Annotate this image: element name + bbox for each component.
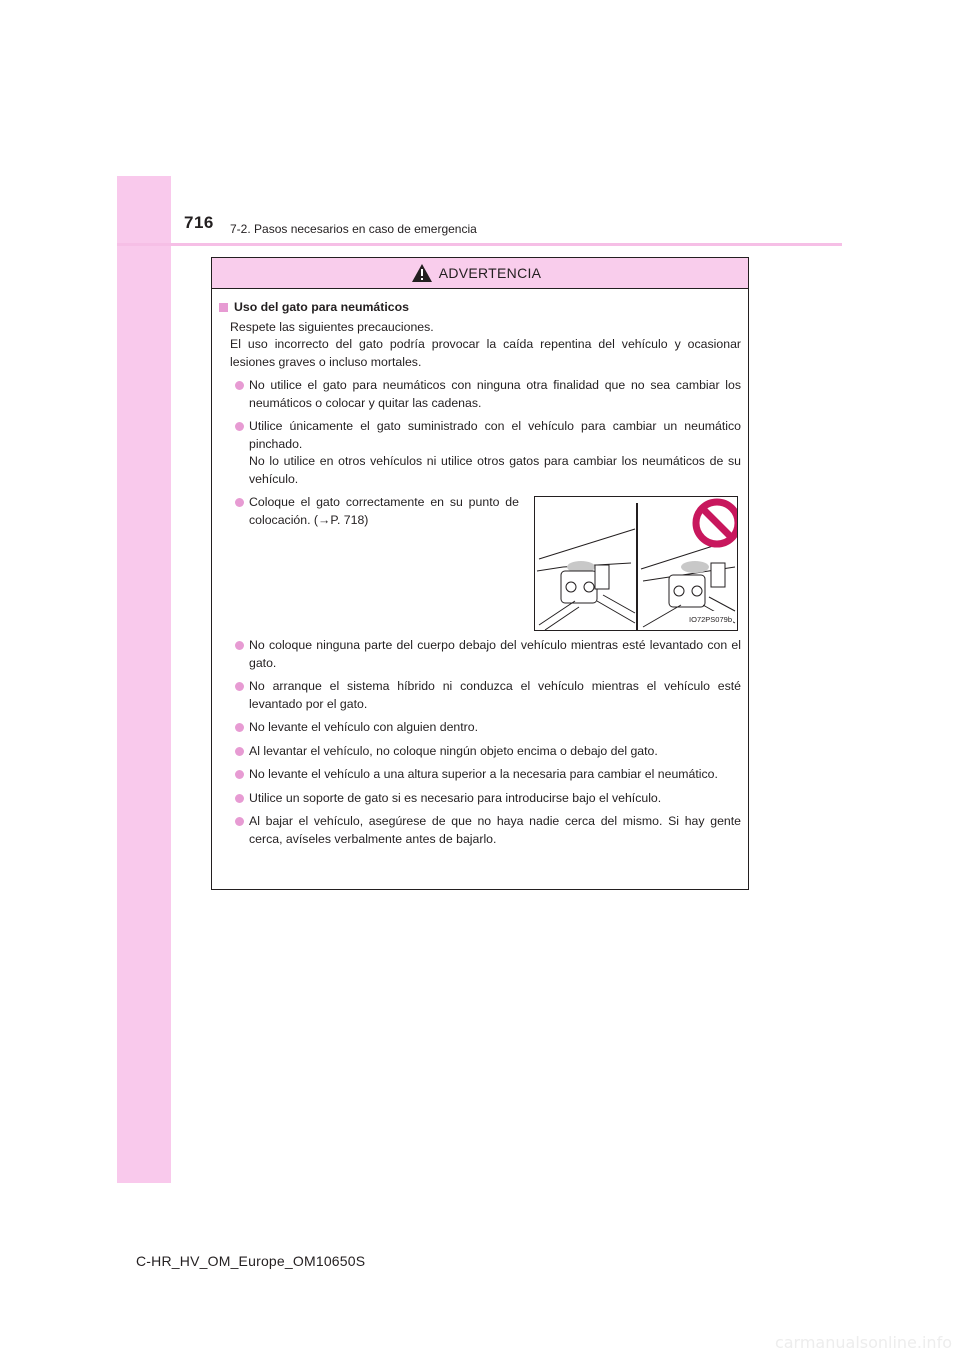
bullet-dot-icon: [235, 381, 244, 390]
square-bullet-icon: [219, 303, 228, 312]
warning-body: [212, 289, 748, 848]
prohibition-sign-icon: [696, 502, 737, 544]
list-item: [225, 377, 741, 412]
list-item: [225, 790, 741, 808]
bullet-dot-icon: [235, 641, 244, 650]
bullet-list-top: [219, 377, 741, 488]
list-item: [225, 719, 741, 737]
list-item-text: Utilice únicamente el gato suministrado con el vehículo para cambiar un neumático pinchado.: [249, 419, 741, 451]
warning-box: [211, 257, 749, 890]
jack-placement-illustration: [534, 496, 738, 631]
list-item-text: No lo utilice en otros vehículos ni utilice otros gatos para cambiar los neumáticos de su vehículo.: [249, 454, 741, 486]
jack-placement-row: [219, 494, 741, 637]
list-item: [225, 766, 741, 784]
bullet-list-bottom: [219, 637, 741, 848]
warning-title: ADVERTENCIA: [438, 265, 542, 281]
page-number: 716: [184, 213, 214, 232]
bullet-dot-icon: [235, 817, 244, 826]
bullet-dot-icon: [235, 794, 244, 803]
subheading-text: Uso del gato para neumáticos: [234, 300, 409, 314]
list-item-text: Utilice un soporte de gato si es necesario para introducirse bajo el vehículo.: [249, 790, 662, 805]
side-tab-band: [117, 176, 171, 1183]
header-divider: [117, 243, 842, 246]
list-item-text: No coloque ninguna parte del cuerpo debajo del vehículo mientras esté levantado con el gato.: [249, 638, 741, 670]
bullet-dot-icon: [235, 747, 244, 756]
illustration-code: IO72PS079b: [688, 611, 733, 629]
intro-line-2: El uso incorrecto del gato podría provocar la caída repentina del vehículo y ocasionar lesiones graves o incluso mortales.: [230, 337, 741, 369]
list-item: [225, 494, 519, 529]
list-item-text: No levante el vehículo con alguien dentro.: [249, 720, 479, 734]
bullet-dot-icon: [235, 770, 244, 779]
list-item: [225, 743, 741, 761]
list-item-text: Coloque el gato correctamente en su punto de colocación. (→P. 718): [249, 495, 519, 527]
list-item-text: No arranque el sistema híbrido ni conduzca el vehículo mientras el vehículo esté levantado por el gato.: [249, 679, 741, 711]
warning-header: [212, 258, 748, 289]
bullet-dot-icon: [235, 723, 244, 732]
bullet-dot-icon: [235, 498, 244, 507]
warning-subheading: [219, 299, 741, 317]
watermark[interactable]: carmanualsonline.info: [774, 1333, 952, 1352]
section-title: 7-2. Pasos necesarios en caso de emergencia: [230, 222, 477, 236]
list-item: [225, 678, 741, 713]
document-code: C-HR_HV_OM_Europe_OM10650S: [136, 1253, 366, 1269]
bullet-dot-icon: [235, 682, 244, 691]
list-item-text: No utilice el gato para neumáticos con ninguna otra finalidad que no sea cambiar los neumáticos o colocar y quitar las cadenas.: [249, 378, 741, 410]
list-item-text: Al bajar el vehículo, asegúrese de que no haya nadie cerca del mismo. Si hay gente cerca, avíseles verbalmente antes de bajarlo.: [249, 814, 741, 846]
bullet-dot-icon: [235, 422, 244, 431]
intro-line-1: Respete las siguientes precauciones.: [230, 319, 434, 334]
list-item: [225, 813, 741, 848]
list-item-text: Al levantar el vehículo, no coloque ningún objeto encima o debajo del gato.: [249, 743, 658, 758]
list-item: [225, 637, 741, 672]
warning-triangle-icon: [411, 263, 433, 283]
list-item: [225, 418, 741, 488]
list-item-text: No levante el vehículo a una altura superior a la necesaria para cambiar el neumático.: [249, 767, 718, 781]
